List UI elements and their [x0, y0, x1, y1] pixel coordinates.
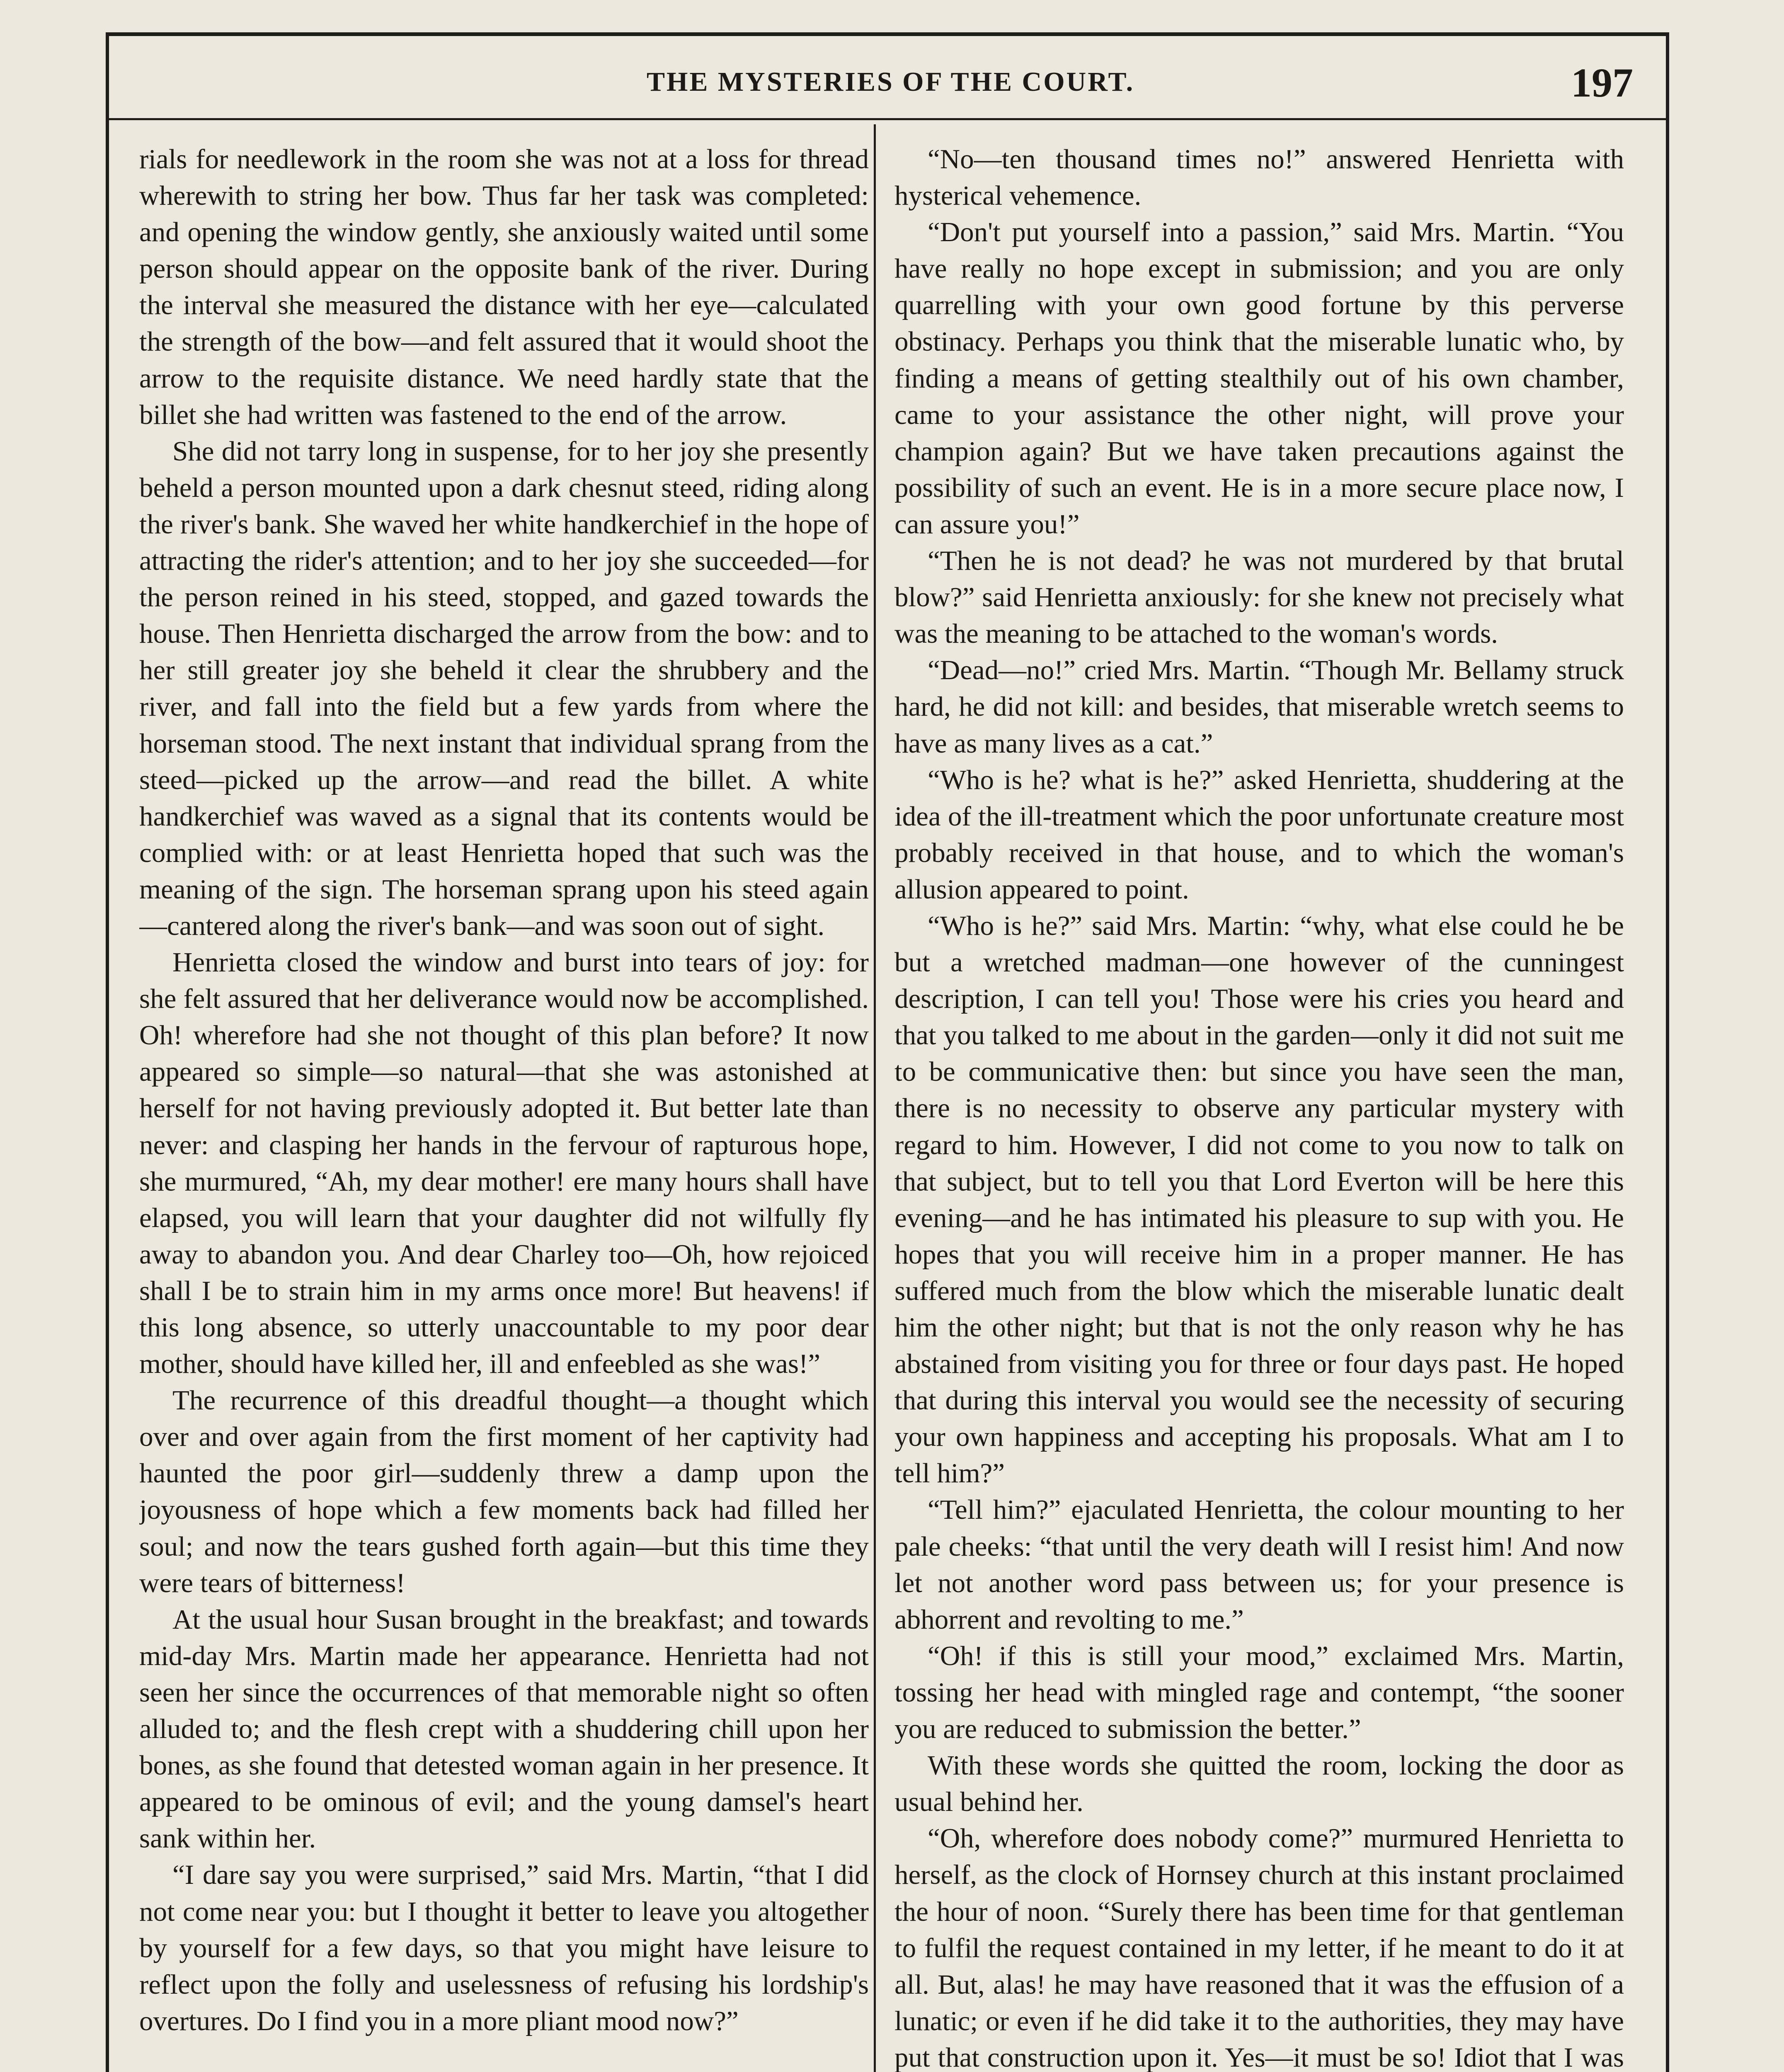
page-number: 197 [1571, 60, 1633, 106]
right-frame-rule [1666, 32, 1669, 2072]
paragraph: “Then he is not dead? he was not murdered by that brutal blow?” said Henrietta anxiously: for she knew not precisely what was the meaning to be attached to the woman's words. [894, 545, 1624, 649]
paragraph: She did not tarry long in suspense, for to her joy she presently beheld a person mounted upon a dark chesnut steed, riding along the river's bank. She waved her white handkerchief in the hope of attracting the rider's attention; and to her joy she succeeded—for the person reined in his steed, stopped, and gazed towards the house. Then Henrietta discharged the arrow from the bow: and to her still greater joy she beheld it clear the shrubbery and the river, and fall into the field but a few yards from where the horseman stood. The next instant that individual sprang from the steed—picked up the arrow—and read the billet. A white handkerchief was waved as a signal that its contents would be complied with: or at least Henrietta hoped that such was the meaning of the sign. The horseman sprang upon his steed again—cantered along the river's bank—and was soon out of sight. [139, 436, 869, 941]
paragraph: The recurrence of this dreadful thought—a thought which over and over again from the first moment of her captivity had haunted the poor girl—suddenly threw a damp upon the joyousness of hope which a few moments back had filled her soul; and now the tears gushed forth again—but this time they were tears of bitterness! [139, 1385, 869, 1598]
column-divider [874, 124, 876, 2072]
paragraph: At the usual hour Susan brought in the breakfast; and towards mid-day Mrs. Martin made her appearance. Henrietta had not seen her since the occurrences of that memorable night so often alluded to; and the flesh crept with a shuddering chill upon her bones, as she found that detested woman again in her presence. It appeared to be ominous of evil; and the young damsel's heart sank within her. [139, 1604, 869, 1854]
running-title: THE MYSTERIES OF THE COURT. [647, 67, 1135, 97]
paragraph: With these words she quitted the room, locking the door as usual behind her. [894, 1750, 1624, 1818]
header-rule [109, 118, 1666, 120]
paragraph: “Who is he?” said Mrs. Martin: “why, what else could he be but a wretched madman—one however of the cunningest description, I can tell you! Those were his cries you heard and that you talked to me about in the garden—only it did not suit me to be communicative then: but since you have seen the man, there is no necessity to observe any particular mystery with regard to him. However, I did not come to you now to talk on that subject, but to tell you that Lord Everton will be here this evening—and he has intimated his pleasure to sup with you. He hopes that you will receive him in a proper manner. He has suffered much from the blow which the miserable lunatic dealt him the other night; but that is not the only reason why he has abstained from visiting you for three or four days past. He hoped that during this interval you would see the necessity of securing your own happiness and accepting his proposals. What am I to tell him?” [894, 910, 1624, 1489]
paragraph: “Tell him?” ejaculated Henrietta, the colour mounting to her pale cheeks: “that until the very death will I resist him! And now let not another word pass between us; for your presence is abhorrent and revolting to me.” [894, 1494, 1624, 1635]
paragraph: “Oh! if this is still your mood,” exclaimed Mrs. Martin, tossing her head with mingled rage and contempt, “the sooner you are reduced to submission the better.” [894, 1640, 1624, 1745]
left-text-column [139, 141, 869, 2072]
top-frame-rule [106, 32, 1669, 36]
paragraph: “Who is he? what is he?” asked Henrietta, shuddering at the idea of the ill-treatment which the poor unfortunate creature most probably received in that house, and to which the woman's allusion appeared to point. [894, 764, 1624, 905]
paragraph: “Dead—no!” cried Mrs. Martin. “Though Mr. Bellamy struck hard, he did not kill: and besides, that miserable wretch seems to have as many lives as a cat.” [894, 655, 1624, 759]
paragraph: “I dare say you were surprised,” said Mrs. Martin, “that I did not come near you: but I thought it better to leave you altogether by yourself for a few days, so that you might have leisure to reflect upon the folly and uselessness of refusing his lordship's overtures. Do I find you in a more pliant mood now?” [139, 1859, 869, 2036]
paragraph: rials for needlework in the room she was not at a loss for thread wherewith to string her bow. Thus far her task was completed: and opening the window gently, she anxiously waited until some person should appear on the opposite bank of the river. During the interval she measured the distance with her eye—calculated the strength of the bow—and felt assured that it would shoot the arrow to the requisite distance. We need hardly state that the billet she had written was fastened to the end of the arrow. [139, 144, 869, 430]
paragraph: “Don't put yourself into a passion,” said Mrs. Martin. “You have really no hope except in submission; and you are only quarrelling with your own good fortune by this perverse obstinacy. Perhaps you think that the miserable lunatic who, by finding a means of getting stealthily out of his own chamber, came to your assistance the other night, will prove your champion again? But we have taken precautions against the possibility of such an event. He is in a more secure place now, I can assure you!” [894, 217, 1624, 540]
paragraph: “No—ten thousand times no!” answered Henrietta with hysterical vehemence. [894, 144, 1624, 211]
paragraph: Henrietta closed the window and burst into tears of joy: for she felt assured that her deliverance would now be accomplished. Oh! wherefore had she not thought of this plan before? It now appeared so simple—so natural—that she was astonished at herself for not having previously adopted it. But better late than never: and clasping her hands in the fervour of rapturous hope, she murmured, “Ah, my dear mother! ere many hours shall have elapsed, you will learn that your daughter did not wilfully fly away to abandon you. And dear Charley too—Oh, how rejoiced shall I be to strain him in my arms once more! But heavens! if this long absence, so utterly unaccountable to my poor dear mother, should have killed her, ill and enfeebled as she was!” [139, 947, 869, 1380]
paragraph: “Oh, wherefore does nobody come?” murmured Henrietta to herself, as the clock of Hornsey church at this instant proclaimed the hour of noon. “Surely there has been time for that gentleman to fulfil the request contained in my letter, if he meant to do it at all. But, alas! he may have reasoned that it was the effusion of a lunatic; or even if he did take it to the authorities, they may have put that construction upon it. Yes—it must be so! Idiot that I was [894, 1823, 1624, 2072]
right-text-column [894, 141, 1624, 2072]
left-frame-rule [106, 32, 109, 2072]
